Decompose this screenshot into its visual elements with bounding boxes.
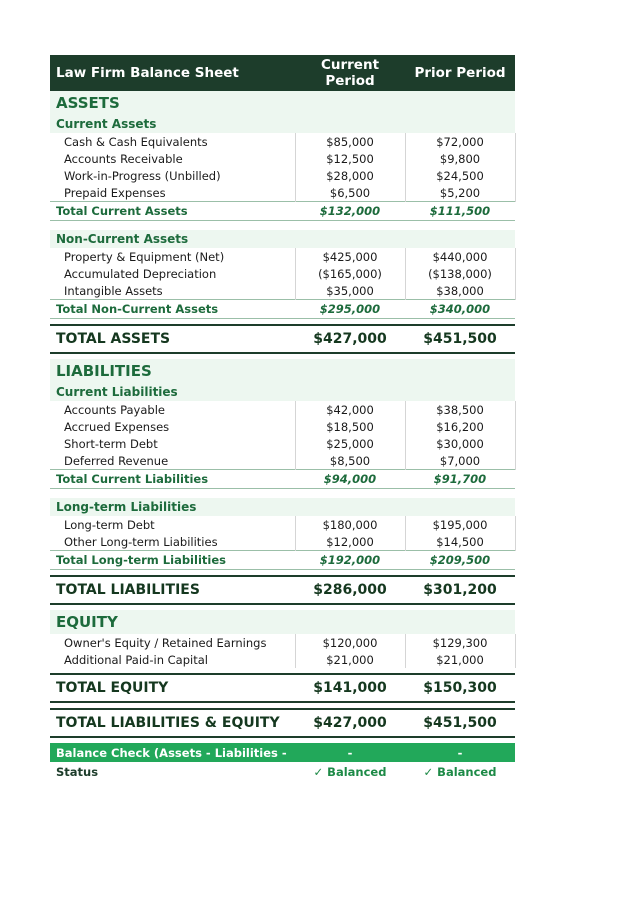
table-row [50,150,515,167]
total-value-current: $141,000 [295,674,405,702]
row-spacer [50,702,515,709]
subtotal-value-current: $295,000 [295,300,405,319]
subtotal-row-non-current-assets [50,300,515,319]
total-row-equity [50,674,515,702]
subhead-label: Non-Current Assets [50,230,295,248]
total-label: TOTAL EQUITY [50,674,295,702]
row-label: Other Long-term Liabilities [64,534,218,549]
row-label: Property & Equipment (Net) [64,249,225,264]
row-value-prior: $16,200 [405,418,515,435]
subhead-spacer-cell [405,115,515,133]
total-value-prior: $451,500 [405,325,515,353]
row-value-current: $18,500 [295,418,405,435]
row-value-prior: $7,000 [405,452,515,470]
subhead-label: Current Liabilities [50,383,295,401]
row-value-prior: $440,000 [405,248,515,265]
row-value-current: $12,500 [295,150,405,167]
subtotal-row-long-term-liabilities [50,551,515,570]
subtotal-value-current: $192,000 [295,551,405,570]
row-label: Deferred Revenue [64,453,169,468]
table-row [50,418,515,435]
table-row [50,248,515,265]
row-value-current: $180,000 [295,516,405,533]
row-value-prior: $195,000 [405,516,515,533]
row-label: Prepaid Expenses [64,185,166,200]
column-header-prior: Prior Period [405,55,515,91]
section-title-equity [50,610,515,634]
row-value-prior: ($138,000) [405,265,515,282]
row-value-current: $28,000 [295,167,405,184]
total-value-prior: $150,300 [405,674,515,702]
row-value-prior: $9,800 [405,150,515,167]
subtotal-row-current-liabilities [50,470,515,489]
row-label: Additional Paid-in Capital [64,652,208,667]
row-spacer [50,489,515,499]
row-label: Intangible Assets [64,283,163,298]
subtotal-value-current: $94,000 [295,470,405,489]
subhead-spacer-cell [405,230,515,248]
table-row [50,516,515,533]
balance-check-value-prior: - [405,743,515,762]
row-label: Accounts Payable [64,402,165,417]
subhead-current-assets [50,115,515,133]
row-label: Cash & Cash Equivalents [64,134,208,149]
row-value-prior: $38,500 [405,401,515,418]
row-value-current: $21,000 [295,651,405,668]
row-value-prior: $129,300 [405,634,515,651]
row-label: Accrued Expenses [64,419,170,434]
table-row [50,133,515,150]
section-spacer-cell [295,359,405,383]
row-value-current: ($165,000) [295,265,405,282]
row-label: Owner's Equity / Retained Earnings [64,635,267,650]
row-value-prior: $30,000 [405,435,515,452]
subhead-spacer-cell [405,383,515,401]
row-value-prior: $14,500 [405,533,515,551]
row-label: Long-term Debt [64,517,155,532]
section-label-assets: ASSETS [50,91,295,115]
section-label-equity: EQUITY [50,610,295,634]
row-spacer [50,221,515,231]
row-value-prior: $72,000 [405,133,515,150]
sheet-title: Law Firm Balance Sheet [50,55,295,91]
table-row [50,167,515,184]
subhead-non-current-assets [50,230,515,248]
subtotal-label: Total Current Liabilities [50,470,295,489]
table-row [50,265,515,282]
section-spacer-cell [295,91,405,115]
row-value-current: $12,000 [295,533,405,551]
table-row [50,634,515,651]
subtotal-value-prior: $340,000 [405,300,515,319]
subtotal-label: Total Current Assets [50,202,295,221]
subtotal-value-prior: $209,500 [405,551,515,570]
section-spacer-cell [295,610,405,634]
section-title-liabilities [50,359,515,383]
row-value-current: $35,000 [295,282,405,300]
row-label: Accumulated Depreciation [64,266,217,281]
table-header-row [50,55,515,91]
subtotal-value-current: $132,000 [295,202,405,221]
section-spacer-cell [405,359,515,383]
row-value-prior: $38,000 [405,282,515,300]
table-row [50,184,515,202]
subhead-spacer-cell [295,230,405,248]
subtotal-label: Total Non-Current Assets [50,300,295,319]
balance-sheet-document [50,55,515,781]
row-value-prior: $24,500 [405,167,515,184]
row-value-current: $6,500 [295,184,405,202]
subhead-label: Long-term Liabilities [50,498,295,516]
subtotal-row-current-assets [50,202,515,221]
subtotal-value-prior: $91,700 [405,470,515,489]
table-row [50,651,515,668]
subhead-long-term-liabilities [50,498,515,516]
table-row [50,282,515,300]
total-label: TOTAL LIABILITIES [50,576,295,604]
section-spacer-cell [405,91,515,115]
subhead-spacer-cell [295,115,405,133]
row-value-prior: $5,200 [405,184,515,202]
status-row [50,762,515,781]
balance-sheet-table [50,55,516,781]
row-label: Work-in-Progress (Unbilled) [64,168,221,183]
balance-check-row [50,743,515,762]
row-value-current: $42,000 [295,401,405,418]
subtotal-label: Total Long-term Liabilities [50,551,295,570]
subhead-current-liabilities [50,383,515,401]
subhead-spacer-cell [295,383,405,401]
total-row-liabilities [50,576,515,604]
total-value-prior: $301,200 [405,576,515,604]
subhead-spacer-cell [295,498,405,516]
total-row-assets [50,325,515,353]
balance-check-label: Balance Check (Assets - Liabilities - [50,743,295,762]
row-value-current: $120,000 [295,634,405,651]
total-value-prior: $451,500 [405,709,515,737]
total-row-liabilities-and-equity [50,709,515,737]
table-row [50,401,515,418]
total-label: TOTAL ASSETS [50,325,295,353]
row-value-prior: $21,000 [405,651,515,668]
table-row [50,452,515,470]
subhead-spacer-cell [405,498,515,516]
status-badge-prior: ✓ Balanced [423,764,497,779]
row-label: Accounts Receivable [64,151,183,166]
subtotal-value-prior: $111,500 [405,202,515,221]
section-spacer-cell [405,610,515,634]
section-title-assets [50,91,515,115]
row-value-current: $425,000 [295,248,405,265]
row-value-current: $25,000 [295,435,405,452]
total-label: TOTAL LIABILITIES & EQUITY [50,709,295,737]
status-label: Status [56,764,99,779]
total-value-current: $427,000 [295,709,405,737]
status-badge-current: ✓ Balanced [313,764,387,779]
row-value-current: $85,000 [295,133,405,150]
table-row [50,435,515,452]
row-value-current: $8,500 [295,452,405,470]
column-header-current: Current Period [295,55,405,91]
total-value-current: $427,000 [295,325,405,353]
section-label-liabilities: LIABILITIES [50,359,295,383]
balance-check-value-current: - [295,743,405,762]
total-value-current: $286,000 [295,576,405,604]
row-label: Short-term Debt [64,436,158,451]
subhead-label: Current Assets [50,115,295,133]
table-row [50,533,515,551]
